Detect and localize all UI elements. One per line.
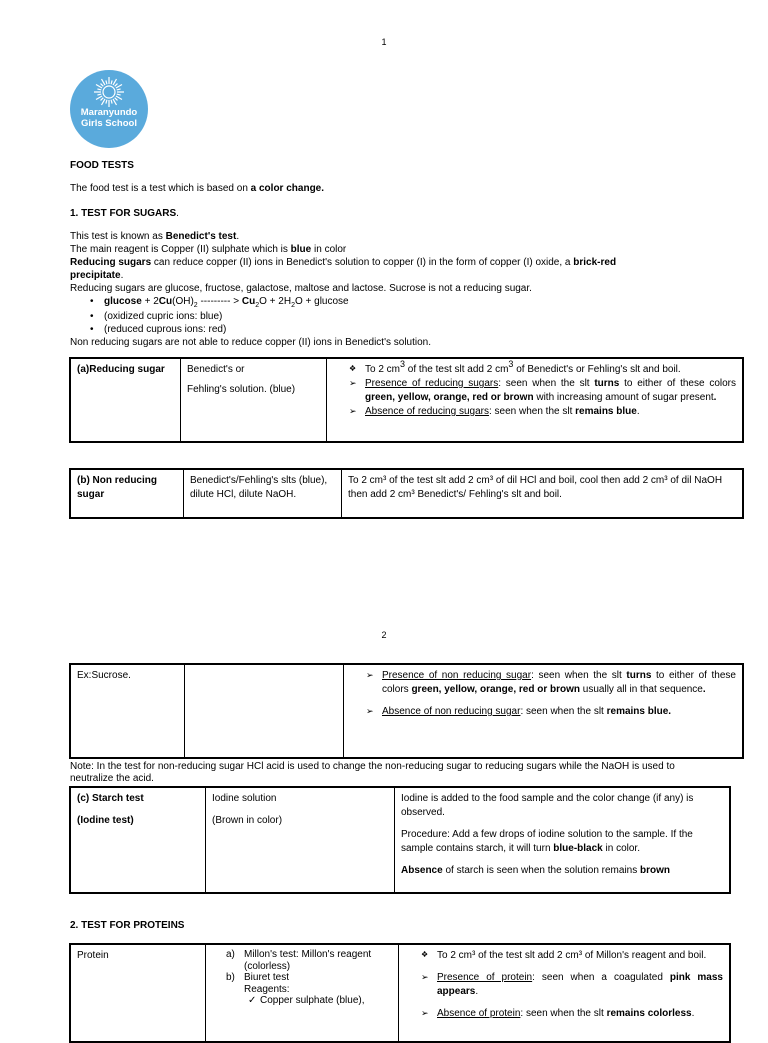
logo-line-2: Girls School: [81, 117, 137, 129]
absence-item: ➢ Absence of reducing sugars: seen when the slt remains blue.: [349, 405, 736, 419]
reducing-sugar-table: [69, 357, 744, 443]
reagent-cell: a) Millon's test: Millon's reagent (colorless) b) Biuret test Reagents: ✓ Copper sulphate (blue),: [206, 944, 399, 1042]
results-cell: [344, 664, 744, 758]
presence-item: ➢ Presence of non reducing sugar: seen when the slt turns to either of these colors green, yellow, orange, red or brown usually all in that sequence.: [366, 669, 736, 697]
section-1-body: [70, 230, 670, 349]
test-name-cell: (a)Reducing sugar: [70, 358, 181, 442]
absence-item: ➢ Absence of protein: seen when the slt remains colorless.: [421, 1007, 723, 1021]
reagent-cell: Benedict's or Fehling's solution. (blue): [181, 358, 327, 442]
procedure-item: ❖ To 2 $cm^3$ of the test slt add 2 $cm^3$ of Benedict's or Fehling's slt and boil.: [349, 363, 736, 377]
reagent-line: The main reagent is Copper (II) sulphate which is blue in color: [70, 244, 347, 255]
reagent-cell: Benedict's/Fehling's slts (blue), dilute HCl, dilute NaOH.: [184, 469, 342, 518]
starch-test-table: [69, 786, 731, 894]
known-as-line: This test is known as Benedict's test.: [70, 231, 240, 242]
procedure-cell: [399, 944, 731, 1042]
procedure-cell: Iodine is added to the food sample and the color change (if any) is observed. Procedure: Add a few drops of iodine solution to the sample. If the sample contains starch, it will turn blue-black in color. Absence of starch is seen when the solution remains brown: [401, 793, 694, 876]
bullet-item: • (reduced cuprous ions: red): [88, 323, 670, 336]
absence-item: ➢ Absence of non reducing sugar: seen when the slt remains blue.: [366, 705, 736, 719]
procedure-cell: To 2 cm³ of the test slt add 2 cm³ of dil HCl and boil, cool then add 2 cm³ of dil NaOH then add 2 cm³ Benedict's/ Fehling's slt and boil.: [348, 475, 723, 500]
protein-test-table: [69, 943, 731, 1043]
intro-paragraph: The food test is a test which is based on a color change.: [70, 183, 325, 194]
school-logo: [70, 70, 148, 148]
bullet-list: [88, 295, 670, 336]
bullet-item: • (oxidized cupric ions: blue): [88, 310, 670, 323]
non-reducing-sugar-table: [69, 468, 744, 519]
page-number: 2: [381, 630, 387, 640]
check-icon: ✓: [248, 995, 257, 1006]
procedure-cell: [327, 358, 744, 442]
test-name-cell: (c) Starch test (Iodine test): [70, 787, 206, 893]
presence-item: ➢ Presence of reducing sugars: seen when the slt turns to either of these colors green, yellow, orange, red or brown with increasing amount of sugar present.: [349, 377, 736, 405]
examples-line: Reducing sugars are glucose, fructose, galactose, maltose and lactose. Sucrose is not a reducing sugar.: [70, 283, 532, 294]
page-number: 1: [381, 37, 387, 47]
presence-item: ➢ Presence of protein: seen when a coagulated pink mass appears.: [421, 971, 723, 999]
section-1-title: 1. TEST FOR SUGARS.: [70, 208, 179, 219]
non-reducing-line: Non reducing sugars are not able to reduce copper (II) ions in Benedict's solution.: [70, 337, 432, 349]
reducing-line: Reducing sugars can reduce copper (II) ions in Benedict's solution to copper (I) in the form of copper (I) oxide, a brick-red precipitate.: [70, 257, 617, 281]
non-reducing-sugar-table-continued: [69, 663, 744, 759]
note-paragraph: Note: In the test for non-reducing sugar HCl acid is used to change the non-reducing sugar to reducing sugars while the NaOH is used to neutralize the acid.: [70, 761, 675, 784]
example-cell: Ex:Sucrose.: [70, 664, 185, 758]
logo-text: [70, 108, 148, 130]
empty-cell: [185, 664, 344, 758]
procedure-item: ❖ To 2 cm³ of the test slt add 2 cm³ of Millon's reagent and boil.: [421, 949, 723, 963]
logo-line-1: Maranyundo: [80, 107, 138, 118]
reagent-cell: Iodine solution (Brown in color): [206, 787, 395, 893]
test-name-cell: (b) Non reducing sugar: [70, 469, 184, 518]
page-heading: FOOD TESTS: [70, 160, 134, 171]
equation-item: • $glucose + 2Cu(OH)_2$ --------- > $Cu_2O + 2H_2O + glucose$: [88, 295, 670, 310]
test-name-cell: Protein: [70, 944, 206, 1042]
section-2-title: 2. TEST FOR PROTEINS: [70, 920, 185, 931]
